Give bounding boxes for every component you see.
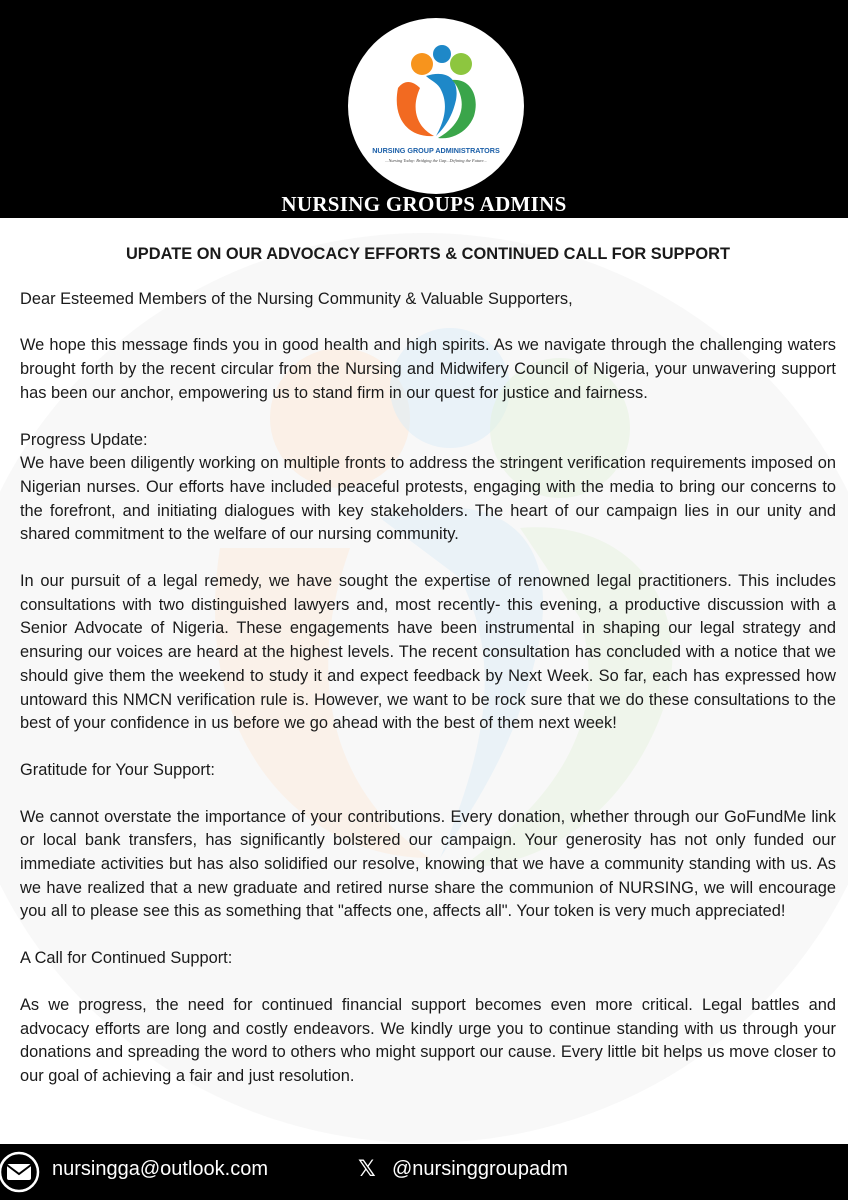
- logo-tagline: ...Nursing Today: Bridging the Gap...Defining the Future...: [385, 158, 487, 163]
- org-name: NURSING GROUPS ADMINS: [281, 192, 567, 216]
- letter-title: UPDATE ON OUR ADVOCACY EFFORTS & CONTINUED CALL FOR SUPPORT: [125, 245, 731, 263]
- logo-text: NURSING GROUP ADMINISTRATORS: [372, 146, 500, 155]
- envelope-icon: [0, 1151, 42, 1193]
- gratitude-paragraph: We cannot overstate the importance of your contributions. Every donation, whether through our GoFundMe link or local bank transfers, has significantly bolstered our campaign. Your generosity has not only funded our immediate activities but has also solidified our resolve, knowing that we have a community standing with us. As we have realized that a new graduate and retired nurse share the communion of NURSING, we will encourage you all to please see this as something that "affects one, affects all". Your token is very much appreciated!: [20, 807, 836, 921]
- logo-body-blue: [426, 74, 457, 136]
- gratitude-heading: Gratitude for Your Support:: [20, 760, 215, 779]
- call-heading: A Call for Continued Support:: [20, 949, 233, 968]
- intro-paragraph: We hope this message finds you in good health and high spirits. As we navigate through the challenging waters brought forth by the recent circular from the Nursing and Midwifery Council of Nigeria, your unwavering support has been our anchor, empowering us to stand firm in our quest for justice and fairness.: [20, 336, 836, 402]
- contact-email[interactable]: nursingga@outlook.com: [52, 1158, 268, 1180]
- social-handle[interactable]: @nursinggroupadm: [392, 1158, 568, 1180]
- logo: [348, 18, 524, 194]
- progress-heading: Progress Update:: [20, 430, 148, 449]
- legal-paragraph: In our pursuit of a legal remedy, we have sought the expertise of renowned legal practitioners. This includes consultations with two distinguished lawyers and, most recently- this evening, a productive discussion with a Senior Advocate of Nigeria. These engagements have been instrumental in shaping our legal strategy and ensuring our voices are heard at the highest levels. The recent consultation has concluded with a notice that we should give them the weekend to study it and expect feedback by Next Week. So far, each has expressed how untoward this NMCN verification rule is. However, we want to be rock sure that we do these consultations to the best of your confidence in us before we go ahead with the best of them next week!: [20, 572, 836, 733]
- footer-bar: [0, 1144, 848, 1200]
- logo-head-green: [450, 53, 472, 75]
- salutation: Dear Esteemed Members of the Nursing Community & Valuable Supporters,: [20, 289, 573, 308]
- logo-head-orange: [411, 53, 433, 75]
- logo-head-blue: [433, 45, 451, 63]
- progress-paragraph: We have been diligently working on multiple fronts to address the stringent verification requirements imposed on Nigerian nurses. Our efforts have included peaceful protests, engaging with the media to bring our concerns to the forefront, and initiating dialogues with key stakeholders. The heart of our campaign lies in our unity and shared commitment to the welfare of our nursing community.: [20, 454, 836, 544]
- header-banner: [0, 0, 848, 218]
- logo-emblem: [348, 18, 524, 194]
- x-icon: 𝕏: [358, 1157, 376, 1182]
- letter-body: [20, 243, 836, 1112]
- logo-body-orange: [397, 82, 434, 136]
- call-paragraph: As we progress, the need for continued financial support becomes even more critical. Legal battles and advocacy efforts are long and costly endeavors. We kindly urge you to continue standing with us through your donations and spreading the word to others who might support our cause. Every little bit helps us move closer to our goal of achieving a fair and just resolution.: [20, 995, 836, 1085]
